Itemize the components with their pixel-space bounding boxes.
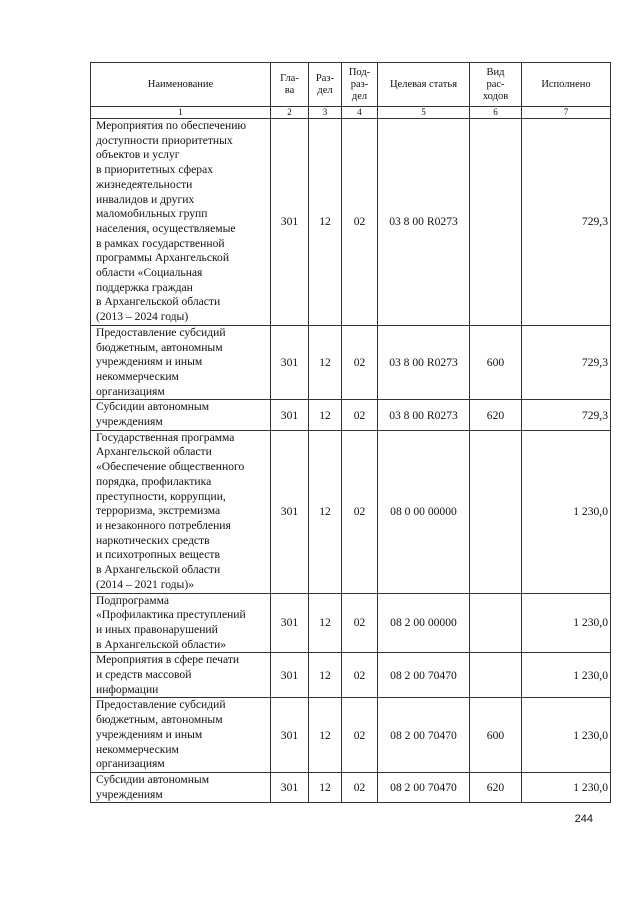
row-name <box>91 653 271 698</box>
row-name-line: Субсидии автономным <box>96 772 210 786</box>
row-subsection: 02 <box>342 325 378 400</box>
row-name-line: учреждениям и иным <box>96 355 203 369</box>
row-name-line: некоммерческим <box>96 369 179 383</box>
row-expense-type: 620 <box>470 400 522 430</box>
row-name-line: организациям <box>96 757 165 771</box>
row-chapter: 301 <box>271 772 309 802</box>
row-chapter: 301 <box>271 430 309 593</box>
header-row <box>91 63 611 107</box>
row-name-line: и иных правонарушений <box>96 622 218 636</box>
header-section: Раз- дел <box>309 63 342 107</box>
row-chapter: 301 <box>271 698 309 773</box>
row-subsection: 02 <box>342 698 378 773</box>
row-expense-type <box>470 653 522 698</box>
row-name-line: наркотических средств <box>96 533 210 547</box>
row-name-line: учреждениям и иным <box>96 727 203 741</box>
row-name-line: бюджетным, автономным <box>96 340 223 354</box>
row-name-line: (2014 – 2021 годы)» <box>96 577 195 591</box>
row-expense-type <box>470 430 522 593</box>
row-name <box>91 593 271 653</box>
column-number: 6 <box>470 107 522 119</box>
row-name-line: и средств массовой <box>96 668 192 682</box>
row-section: 12 <box>309 119 342 326</box>
row-section: 12 <box>309 430 342 593</box>
table-row <box>91 430 611 593</box>
row-expense-type: 600 <box>470 698 522 773</box>
row-name-line: Мероприятия в сфере печати <box>96 653 240 667</box>
row-section: 12 <box>309 400 342 430</box>
row-expense-type: 620 <box>470 772 522 802</box>
row-name-line: программы Архангельской <box>96 251 230 265</box>
row-section: 12 <box>309 325 342 400</box>
page-number: 244 <box>574 813 593 825</box>
row-subsection: 02 <box>342 593 378 653</box>
column-number: 3 <box>309 107 342 119</box>
row-name-line: поддержка граждан <box>96 280 193 294</box>
row-name-line: (2013 – 2024 годы) <box>96 310 189 324</box>
row-executed: 729,3 <box>522 400 611 430</box>
row-name <box>91 772 271 802</box>
column-number: 1 <box>91 107 271 119</box>
row-target-article: 08 2 00 70470 <box>378 772 470 802</box>
row-name-line: доступности приоритетных <box>96 133 233 147</box>
table-row <box>91 325 611 400</box>
row-section: 12 <box>309 653 342 698</box>
row-section: 12 <box>309 593 342 653</box>
row-name-line: Субсидии автономным <box>96 400 210 414</box>
row-target-article: 03 8 00 R0273 <box>378 400 470 430</box>
header-executed: Исполнено <box>522 63 611 107</box>
row-target-article: 08 0 00 00000 <box>378 430 470 593</box>
column-number: 4 <box>342 107 378 119</box>
row-subsection: 02 <box>342 772 378 802</box>
row-name-line: организациям <box>96 384 165 398</box>
row-name <box>91 698 271 773</box>
row-name-line: Подпрограмма <box>96 593 169 607</box>
row-executed: 1 230,0 <box>522 593 611 653</box>
header-expense-type: Вид рас- ходов <box>470 63 522 107</box>
budget-table <box>90 62 611 803</box>
row-name <box>91 400 271 430</box>
row-expense-type <box>470 119 522 326</box>
row-target-article: 08 2 00 00000 <box>378 593 470 653</box>
row-subsection: 02 <box>342 400 378 430</box>
table-row <box>91 653 611 698</box>
row-name-line: в Архангельской области» <box>96 637 226 651</box>
row-target-article: 08 2 00 70470 <box>378 698 470 773</box>
row-expense-type <box>470 593 522 653</box>
row-name-line: Предоставление субсидий <box>96 698 226 712</box>
row-name-line: Мероприятия по обеспечению <box>96 119 247 132</box>
row-subsection: 02 <box>342 430 378 593</box>
row-name <box>91 430 271 593</box>
row-executed: 1 230,0 <box>522 430 611 593</box>
row-chapter: 301 <box>271 119 309 326</box>
row-name-line: населения, осуществляемые <box>96 221 236 235</box>
header-name: Наименование <box>91 63 271 107</box>
table-row <box>91 119 611 326</box>
table-row <box>91 698 611 773</box>
row-name-line: порядка, профилактика <box>96 474 212 488</box>
column-number-row <box>91 107 611 119</box>
row-target-article: 03 8 00 R0273 <box>378 325 470 400</box>
column-number: 7 <box>522 107 611 119</box>
row-name-line: терроризма, экстремизма <box>96 504 221 518</box>
row-chapter: 301 <box>271 593 309 653</box>
header-chapter: Гла- ва <box>271 63 309 107</box>
row-executed: 729,3 <box>522 325 611 400</box>
row-section: 12 <box>309 772 342 802</box>
row-name-line: Государственная программа <box>96 430 235 444</box>
row-name-line: в Архангельской области <box>96 295 221 309</box>
row-executed: 729,3 <box>522 119 611 326</box>
row-name <box>91 119 271 326</box>
row-name-line: информации <box>96 682 159 696</box>
row-name <box>91 325 271 400</box>
row-name-line: и психотропных веществ <box>96 548 220 562</box>
row-name-line: и незаконного потребления <box>96 518 231 532</box>
row-chapter: 301 <box>271 653 309 698</box>
row-chapter: 301 <box>271 400 309 430</box>
row-expense-type: 600 <box>470 325 522 400</box>
row-name-line: в приоритетных сферах <box>96 163 214 177</box>
row-name-line: области «Социальная <box>96 266 203 280</box>
table-row <box>91 400 611 430</box>
header-target-article: Целевая статья <box>378 63 470 107</box>
header-subsection: Под- раз- дел <box>342 63 378 107</box>
row-name-line: маломобильных групп <box>96 207 208 221</box>
row-name-line: объектов и услуг <box>96 148 180 162</box>
row-executed: 1 230,0 <box>522 698 611 773</box>
table-row <box>91 772 611 802</box>
row-name-line: учреждениям <box>96 415 163 429</box>
row-executed: 1 230,0 <box>522 772 611 802</box>
row-target-article: 08 2 00 70470 <box>378 653 470 698</box>
table-row <box>91 593 611 653</box>
row-name-line: Предоставление субсидий <box>96 325 226 339</box>
row-section: 12 <box>309 698 342 773</box>
column-number: 5 <box>378 107 470 119</box>
row-name-line: Архангельской области <box>96 445 212 459</box>
row-name-line: в Архангельской области <box>96 563 221 577</box>
row-name-line: жизнедеятельности <box>96 177 193 191</box>
row-chapter: 301 <box>271 325 309 400</box>
row-name-line: «Профилактика преступлений <box>96 608 246 622</box>
column-number: 2 <box>271 107 309 119</box>
row-subsection: 02 <box>342 119 378 326</box>
row-name-line: бюджетным, автономным <box>96 713 223 727</box>
row-target-article: 03 8 00 R0273 <box>378 119 470 326</box>
row-name-line: в рамках государственной <box>96 236 225 250</box>
row-name-line: «Обеспечение общественного <box>96 460 245 474</box>
row-executed: 1 230,0 <box>522 653 611 698</box>
row-subsection: 02 <box>342 653 378 698</box>
row-name-line: инвалидов и других <box>96 192 195 206</box>
row-name-line: преступности, коррупции, <box>96 489 226 503</box>
row-name-line: некоммерческим <box>96 742 179 756</box>
row-name-line: учреждениям <box>96 787 163 801</box>
